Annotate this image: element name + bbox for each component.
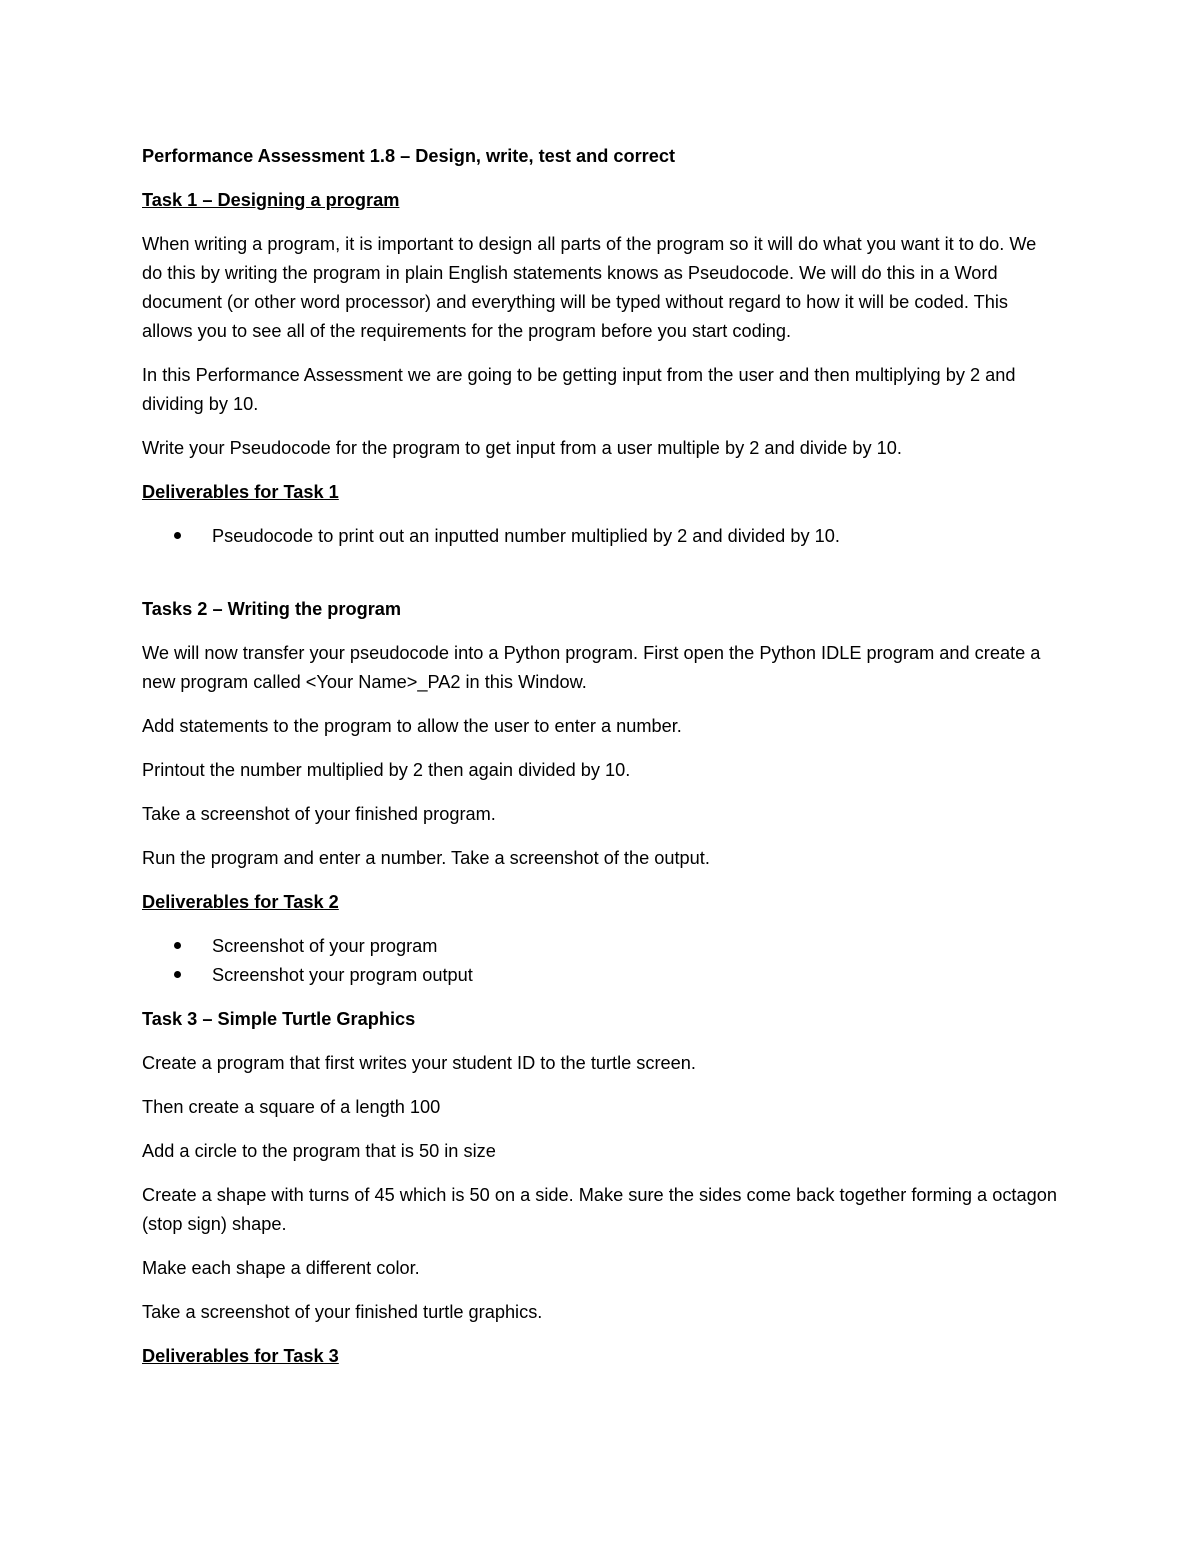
task2-paragraph-2: Add statements to the program to allow the user to enter a number. (142, 716, 682, 736)
document-title: Performance Assessment 1.8 – Design, write, test and correct (142, 146, 676, 166)
task1-paragraph-1: When writing a program, it is important to design all parts of the program so it will do what you want it to do. We do this by writing the program in plain English statements knows as Pseudocode. We will do this in a Word document (or other word processor) and everything will be typed without regard to how it will be coded. This allows you to see all of the requirements for the program before you start coding. (142, 234, 1037, 341)
list-item-text: Screenshot of your program (212, 936, 438, 956)
document-body (142, 142, 1060, 1386)
list-item (142, 932, 1060, 961)
task3-deliverables-heading: Deliverables for Task 3 (142, 1346, 339, 1366)
task1-heading: Task 1 – Designing a program (142, 190, 400, 210)
list-item-text: Pseudocode to print out an inputted number multiplied by 2 and divided by 10. (212, 526, 840, 546)
task2-deliverables-list (142, 932, 1060, 990)
task3-paragraph-4: Create a shape with turns of 45 which is 50 on a side. Make sure the sides come back together forming a octagon (stop sign) shape. (142, 1185, 1057, 1234)
task1-paragraph-3: Write your Pseudocode for the program to get input from a user multiple by 2 and divide by 10. (142, 438, 902, 458)
task1-deliverables-list (142, 522, 1060, 551)
list-item-text: Screenshot your program output (212, 965, 473, 985)
task2-paragraph-1: We will now transfer your pseudocode into a Python program. First open the Python IDLE program and create a new program called <Your Name>_PA2 in this Window. (142, 643, 1041, 692)
task1-paragraph-2: In this Performance Assessment we are going to be getting input from the user and then multiplying by 2 and dividing by 10. (142, 365, 1016, 414)
task1-deliverables-heading: Deliverables for Task 1 (142, 482, 339, 502)
bullet-icon (174, 942, 181, 949)
task2-deliverables-heading: Deliverables for Task 2 (142, 892, 339, 912)
task3-paragraph-2: Then create a square of a length 100 (142, 1097, 441, 1117)
task3-paragraph-3: Add a circle to the program that is 50 in size (142, 1141, 496, 1161)
task2-paragraph-3: Printout the number multiplied by 2 then again divided by 10. (142, 760, 631, 780)
bullet-icon (174, 971, 181, 978)
task2-paragraph-4: Take a screenshot of your finished program. (142, 804, 496, 824)
list-item (142, 961, 1060, 990)
blank-line (142, 566, 1060, 595)
bullet-icon (174, 532, 181, 539)
task2-heading: Tasks 2 – Writing the program (142, 599, 402, 619)
task3-paragraph-1: Create a program that first writes your student ID to the turtle screen. (142, 1053, 696, 1073)
list-item (142, 522, 1060, 551)
task3-paragraph-5: Make each shape a different color. (142, 1258, 420, 1278)
task2-paragraph-5: Run the program and enter a number. Take a screenshot of the output. (142, 848, 710, 868)
task3-heading: Task 3 – Simple Turtle Graphics (142, 1009, 416, 1029)
task3-paragraph-6: Take a screenshot of your finished turtle graphics. (142, 1302, 543, 1322)
